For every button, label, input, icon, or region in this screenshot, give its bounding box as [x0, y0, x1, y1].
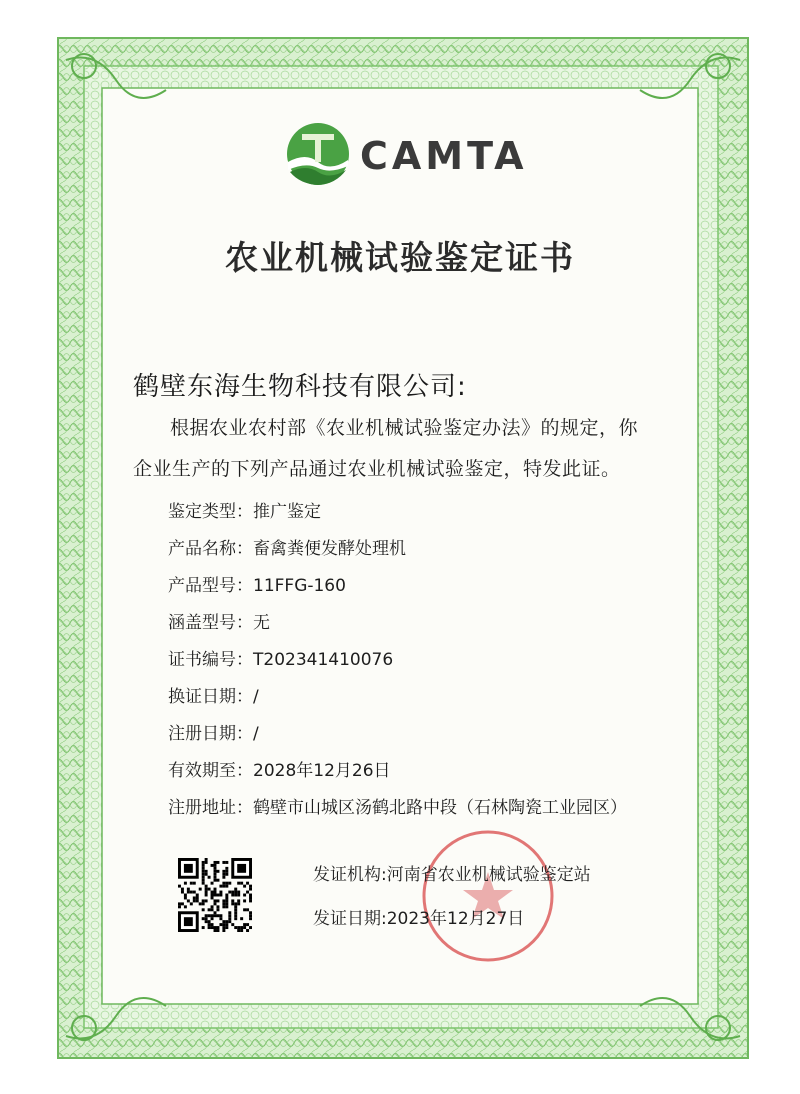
- field-value: 推广鉴定: [253, 502, 321, 522]
- field-value: /: [253, 724, 259, 744]
- field-registered-address: [168, 793, 627, 830]
- field-value: 无: [253, 613, 270, 633]
- camta-emblem-icon: [286, 122, 350, 186]
- recipient-company: 鹤壁东海生物科技有限公司:: [133, 372, 467, 402]
- certificate-fields: [168, 497, 627, 830]
- field-registration-date: [168, 719, 627, 756]
- certificate-title: 农业机械试验鉴定证书: [225, 238, 575, 277]
- field-separator: ：: [236, 761, 253, 781]
- field-label: 有效期至: [168, 761, 236, 781]
- issuing-authority: [313, 860, 591, 885]
- field-product-model: [168, 571, 627, 608]
- field-separator: ：: [236, 687, 253, 707]
- field-label: 证书编号: [168, 650, 236, 670]
- field-label: 产品名称: [168, 539, 236, 559]
- field-separator: ：: [236, 650, 253, 670]
- issuer-separator: :: [381, 865, 387, 885]
- field-separator: ：: [236, 576, 253, 596]
- camta-logo: [286, 122, 546, 192]
- field-value: 畜禽粪便发酵处理机: [253, 539, 406, 559]
- field-valid-until: [168, 756, 627, 793]
- field-label: 换证日期: [168, 687, 236, 707]
- field-separator: ：: [236, 539, 253, 559]
- field-separator: ：: [236, 724, 253, 744]
- field-separator: ：: [236, 613, 253, 633]
- field-product-name: [168, 534, 627, 571]
- body-line-2: 企业生产的下列产品通过农业机械试验鉴定，特发此证。: [133, 458, 621, 480]
- official-seal: [418, 826, 558, 966]
- qr-code-icon[interactable]: [178, 858, 252, 936]
- field-label: 鉴定类型: [168, 502, 236, 522]
- field-value: 2028年12月26日: [253, 761, 391, 781]
- issuer-value: 河南省农业机械试验鉴定站: [386, 865, 591, 885]
- camta-wordmark: CAMTA: [360, 134, 528, 178]
- field-covered-models: [168, 608, 627, 645]
- field-label: 产品型号: [168, 576, 236, 596]
- field-value: T202341410076: [253, 650, 394, 670]
- field-label: 注册日期: [168, 724, 236, 744]
- field-value: /: [253, 687, 259, 707]
- body-line-1: 根据农业农村部《农业机械试验鉴定办法》的规定，你: [170, 417, 639, 439]
- issue-date-separator: :: [381, 909, 387, 929]
- issuer-label: 发证机构: [313, 865, 381, 885]
- field-separator: ：: [236, 798, 253, 818]
- issue-date: [313, 904, 524, 929]
- field-value: 11FFG-160: [253, 576, 346, 596]
- field-label: 注册地址: [168, 798, 236, 818]
- field-appraisal-type: [168, 497, 627, 534]
- field-certificate-number: [168, 645, 627, 682]
- issue-date-value: 2023年12月27日: [386, 909, 525, 929]
- issue-date-label: 发证日期: [313, 909, 381, 929]
- field-separator: ：: [236, 502, 253, 522]
- field-renewal-date: [168, 682, 627, 719]
- field-value: 鹤壁市山城区汤鹤北路中段（石林陶瓷工业园区）: [253, 798, 627, 818]
- field-label: 涵盖型号: [168, 613, 236, 633]
